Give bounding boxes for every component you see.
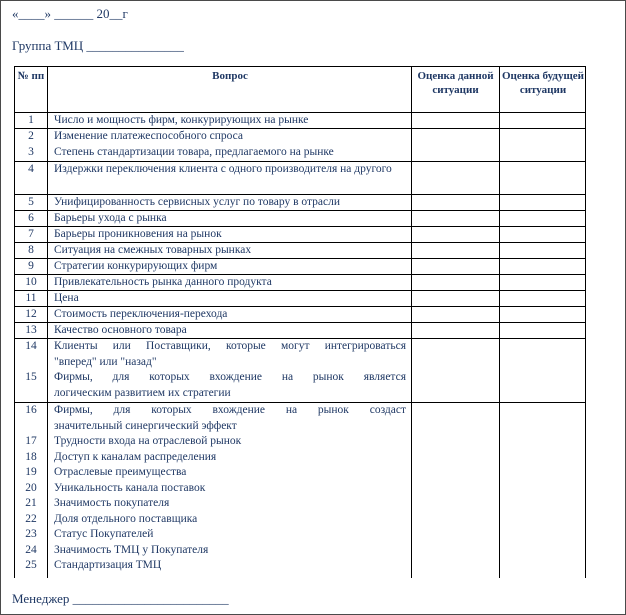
row-number: 19 [25, 466, 37, 478]
future-assessment-cell[interactable] [500, 275, 586, 290]
future-assessment-cell[interactable] [500, 162, 586, 194]
row-number: 4 [15, 162, 48, 194]
table-row [15, 227, 585, 243]
future-assessment-cell[interactable] [500, 339, 586, 402]
row-question: Значимость покупателя [54, 497, 170, 509]
current-assessment-cell[interactable] [412, 162, 500, 194]
future-assessment-cell[interactable] [500, 323, 586, 338]
row-question: Степень стандартизации товара, предлагаемого на рынке [54, 145, 334, 158]
future-assessment-cell[interactable] [500, 129, 586, 161]
current-assessment-cell[interactable] [412, 403, 500, 578]
table-row [15, 113, 585, 129]
row-question: Изменение платежеспособного спроса [54, 130, 243, 142]
group-line: Группа ТМЦ _______________ [12, 38, 184, 53]
row-number: 7 [15, 227, 48, 242]
row-question: Цена [48, 291, 412, 306]
table-header-row [15, 67, 585, 113]
row-question: Привлекательность рынка данного продукта [48, 275, 412, 290]
row-number: 3 [28, 145, 34, 158]
current-assessment-cell[interactable] [412, 113, 500, 128]
row-number: 18 [25, 450, 37, 463]
current-assessment-cell[interactable] [412, 259, 500, 274]
table-row [15, 307, 585, 323]
current-assessment-cell[interactable] [412, 307, 500, 322]
table-row [15, 275, 585, 291]
current-assessment-cell[interactable] [412, 291, 500, 306]
row-number: 17 [25, 435, 37, 447]
future-assessment-cell[interactable] [500, 113, 586, 128]
future-assessment-cell[interactable] [500, 259, 586, 274]
row-number: 20 [25, 481, 37, 494]
row-number: 13 [15, 323, 48, 338]
row-question-continued: логическим развитием их стратегии [54, 386, 231, 399]
row-number: 1 [15, 113, 48, 128]
row-question: Трудности входа на отраслевой рынок [54, 435, 242, 447]
header-question: Вопрос [48, 67, 412, 112]
header-num: № пп [15, 67, 48, 112]
current-assessment-cell[interactable] [412, 211, 500, 226]
row-question: Ситуация на смежных товарных рынках [48, 243, 412, 258]
table-row [15, 129, 585, 162]
current-assessment-cell[interactable] [412, 275, 500, 290]
current-assessment-cell[interactable] [412, 227, 500, 242]
row-question: Число и мощность фирм, конкурирующих на рынке [48, 113, 412, 128]
row-question: Статус Покупателей [54, 528, 154, 540]
row-number: 9 [15, 259, 48, 274]
future-assessment-cell[interactable] [500, 243, 586, 258]
current-assessment-cell[interactable] [412, 323, 500, 338]
table-row [15, 323, 585, 339]
row-question-continued: значительный синергический эффект [54, 419, 237, 432]
row-number: 23 [25, 528, 37, 540]
future-assessment-cell[interactable] [500, 403, 586, 578]
row-number: 5 [15, 195, 48, 210]
row-question: Доступ к каналам распределения [54, 450, 217, 463]
row-question: Значимость ТМЦ у Покупателя [54, 543, 209, 556]
manager-signature-line: Менеджер ________________________ [12, 591, 229, 606]
row-question: Уникальность канала поставок [54, 481, 206, 494]
row-number: 24 [25, 543, 37, 556]
row-question: Отраслевые преимущества [54, 466, 187, 478]
row-question: Доля отдельного поставщика [54, 512, 198, 525]
future-assessment-cell[interactable] [500, 227, 586, 242]
table-row [15, 243, 585, 259]
row-number: 22 [25, 512, 37, 525]
table-row [15, 403, 585, 578]
current-assessment-cell[interactable] [412, 243, 500, 258]
future-assessment-cell[interactable] [500, 307, 586, 322]
future-assessment-cell[interactable] [500, 195, 586, 210]
header-current-assessment: Оценка данной ситуации [412, 67, 500, 112]
future-assessment-cell[interactable] [500, 291, 586, 306]
current-assessment-cell[interactable] [412, 339, 500, 402]
table-row [15, 291, 585, 307]
row-number: 25 [25, 559, 37, 571]
row-number: 11 [15, 291, 48, 306]
future-assessment-cell[interactable] [500, 211, 586, 226]
row-question: Барьеры ухода с рынка [48, 211, 412, 226]
row-question: Унифицированность сервисных услуг по товару в отрасли [48, 195, 412, 210]
table-row [15, 162, 585, 195]
row-number: 10 [15, 275, 48, 290]
row-question: Стратегии конкурирующих фирм [48, 259, 412, 274]
row-question: Клиенты или Поставщики, которые могут интегрироваться [54, 340, 406, 352]
table-row [15, 195, 585, 211]
row-question: Фирмы, для которых вхождение на рынок создаст [54, 404, 406, 416]
row-number: 15 [25, 371, 37, 383]
row-number: 6 [15, 211, 48, 226]
row-number: 2 [28, 130, 34, 142]
row-number: 8 [15, 243, 48, 258]
row-question: Издержки переключения клиента с одного производителя на другого [48, 162, 412, 194]
table-row [15, 211, 585, 227]
row-question-continued: "вперед" или "назад" [54, 355, 157, 368]
current-assessment-cell[interactable] [412, 129, 500, 161]
table-row [15, 259, 585, 275]
row-question: Барьеры проникновения на рынок [48, 227, 412, 242]
row-number: 21 [25, 497, 37, 509]
row-question: Качество основного товара [48, 323, 412, 338]
row-question: Фирмы, для которых вхождение на рынок является [54, 371, 406, 383]
row-number: 14 [25, 340, 37, 352]
table-row [15, 339, 585, 403]
row-number: 16 [25, 404, 37, 416]
header-future-assessment: Оценка будущей ситуации [502, 70, 584, 96]
row-number: 12 [15, 307, 48, 322]
assessment-table [14, 66, 586, 578]
current-assessment-cell[interactable] [412, 195, 500, 210]
row-question: Стоимость переключения-перехода [48, 307, 412, 322]
date-line: «____» ______ 20__г [12, 6, 128, 21]
row-question: Стандартизация ТМЦ [54, 559, 162, 571]
